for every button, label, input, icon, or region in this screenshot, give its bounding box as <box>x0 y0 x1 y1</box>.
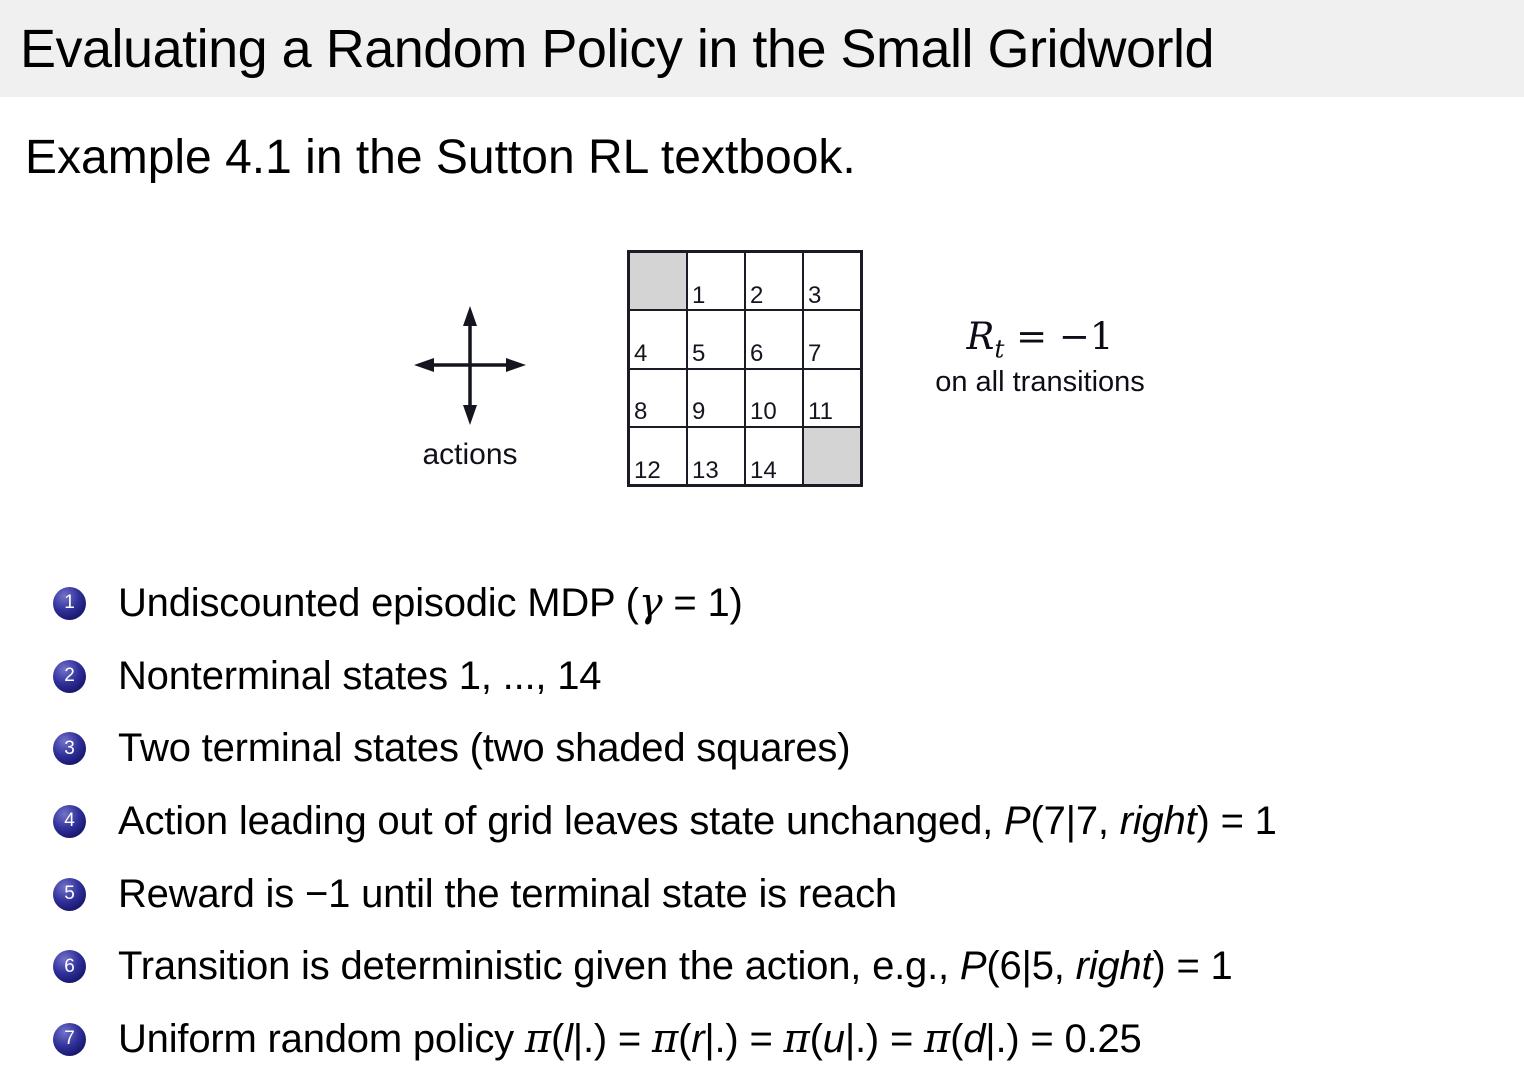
property-list <box>53 567 1277 1076</box>
grid-cell-number: 6 <box>750 340 764 368</box>
grid-cell <box>745 310 803 368</box>
grid-cell <box>803 369 861 427</box>
list-item <box>53 640 1277 713</box>
grid-cell-number: 4 <box>634 340 648 368</box>
actions-cross-icon <box>405 298 535 433</box>
item-number-badge: 5 <box>53 878 86 911</box>
list-item-text: Reward is −1 until the terminal state is reach <box>118 871 897 916</box>
list-item-text: Two terminal states (two shaded squares) <box>118 726 851 771</box>
grid-cell <box>629 369 687 427</box>
grid-cell-number: 1 <box>692 281 706 309</box>
list-item <box>53 1003 1277 1076</box>
item-number-badge: 2 <box>53 660 86 693</box>
item-number-badge: 3 <box>53 732 86 765</box>
grid-cell-number: 12 <box>634 456 661 484</box>
grid-cell-number: 3 <box>808 281 822 309</box>
item-number-badge: 6 <box>53 950 86 983</box>
grid-cell <box>629 310 687 368</box>
reward-formula: $R_t = -1$ <box>966 315 1114 364</box>
item-number-badge: 7 <box>53 1023 86 1056</box>
gridworld-grid <box>627 250 863 487</box>
grid-cell <box>745 252 803 310</box>
item-number-badge: 4 <box>53 805 86 838</box>
grid-cell <box>803 252 861 310</box>
grid-cell <box>803 427 861 485</box>
list-item <box>53 930 1277 1003</box>
list-item-text: Undiscounted episodic MDP (γ = 1) <box>118 580 743 627</box>
grid-cell <box>687 369 745 427</box>
list-item <box>53 858 1277 931</box>
list-item-text: Nonterminal states 1, ..., 14 <box>118 653 602 698</box>
grid-cell-number: 11 <box>808 398 833 426</box>
list-item <box>53 712 1277 785</box>
item-number-badge: 1 <box>53 587 86 620</box>
list-item-text: Transition is deterministic given the action, e.g., P(6|5, right) = 1 <box>118 944 1233 989</box>
grid-cell <box>687 310 745 368</box>
list-item-text: Action leading out of grid leaves state unchanged, P(7|7, right) = 1 <box>118 798 1277 843</box>
grid-cell-number: 13 <box>692 456 719 484</box>
grid-cell-number: 2 <box>750 281 764 309</box>
slide-title: Evaluating a Random Policy in the Small Gridworld <box>20 18 1215 79</box>
grid-cell-number: 7 <box>808 340 822 368</box>
grid-cell-number: 14 <box>750 456 777 484</box>
grid-cell <box>687 252 745 310</box>
list-item-text: Uniform random policy π(l|.) = π(r|.) = π(u|.) = π(d|.) = 0.25 <box>118 1016 1142 1063</box>
grid-cell <box>687 427 745 485</box>
actions-label: actions <box>422 438 518 471</box>
reward-caption: on all transitions <box>935 366 1145 399</box>
grid-cell <box>803 310 861 368</box>
list-item <box>53 567 1277 640</box>
grid-cell-number: 9 <box>692 398 706 426</box>
grid-cell-number: 8 <box>634 398 648 426</box>
slide-title-bar <box>0 0 1524 97</box>
grid-cell <box>745 369 803 427</box>
grid-cell-number: 5 <box>692 340 706 368</box>
list-item <box>53 785 1277 858</box>
grid-cell-number: 10 <box>750 398 777 426</box>
grid-cell <box>745 427 803 485</box>
reward-annotation <box>900 316 1180 399</box>
example-reference: Example 4.1 in the Sutton RL textbook. <box>25 131 856 184</box>
grid-cell <box>629 252 687 310</box>
grid-cell <box>629 427 687 485</box>
